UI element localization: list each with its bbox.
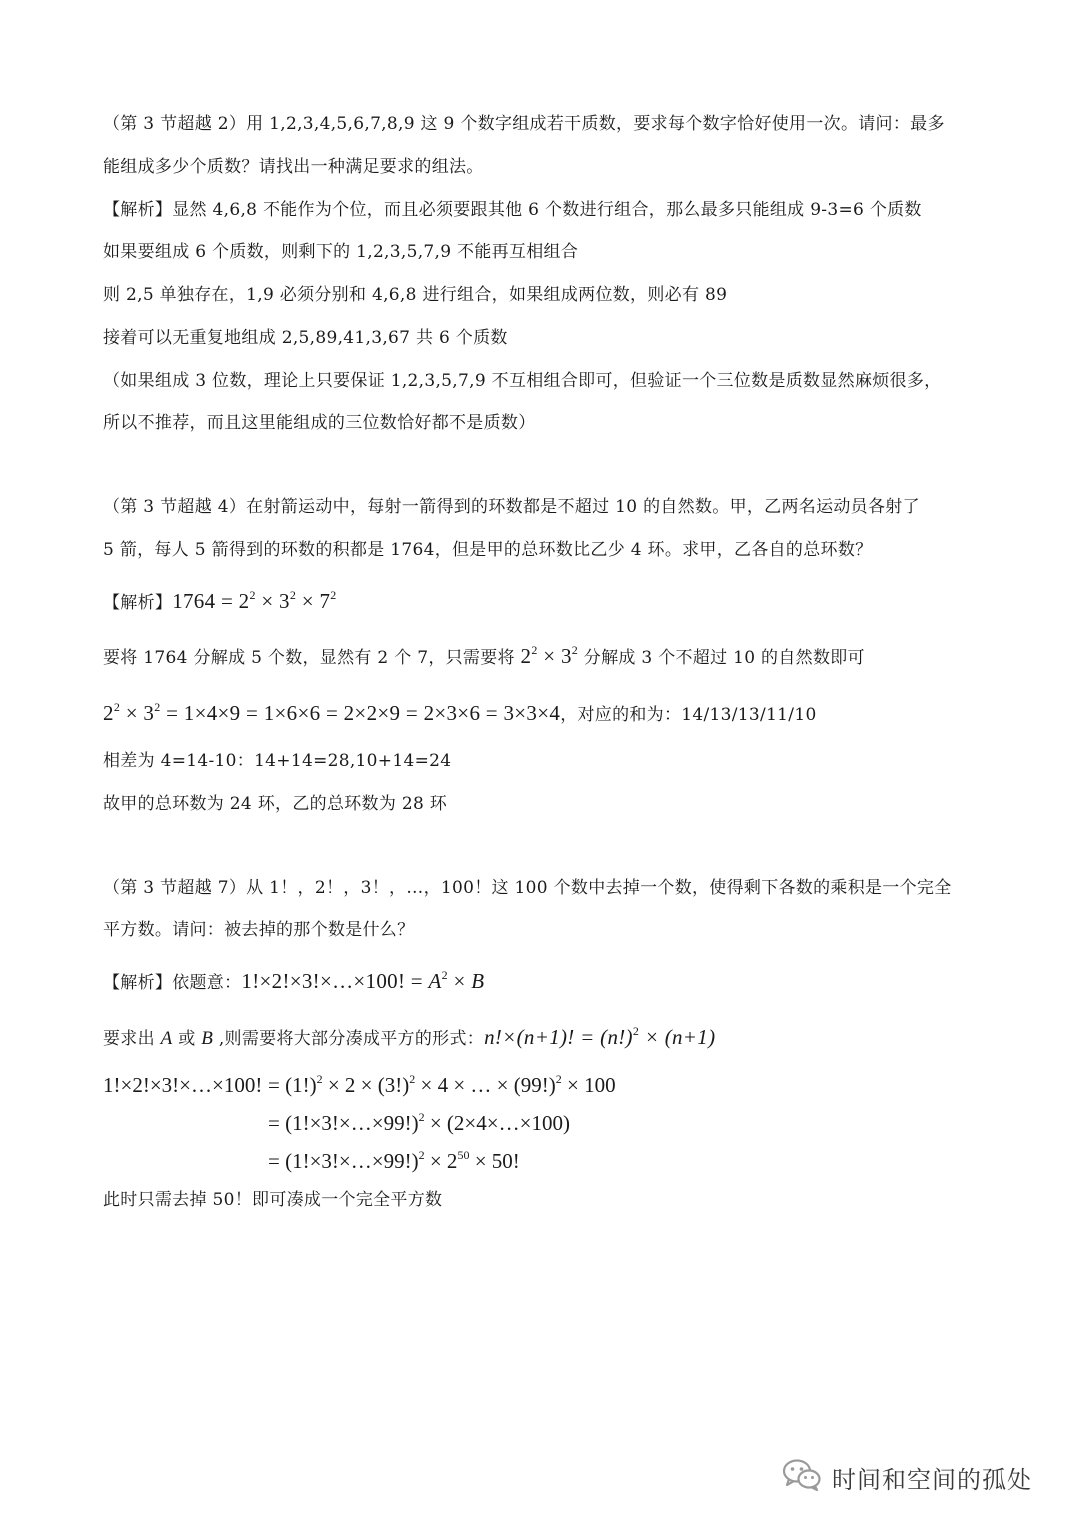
problem2-solution-equation	[103, 588, 983, 616]
wechat-icon	[782, 1458, 822, 1496]
problem1-solution-line-3: 则 2,5 单独存在，1,9 必须分别和 4,6,8 进行组合，如果组成两位数，则必有 89	[103, 285, 728, 305]
derivation-row-3: = (1!×3!×…×99!)$^2$ × $2^{50} \times 50$!	[268, 1148, 520, 1173]
problem1-solution-line-2: 如果要组成 6 个质数，则剩下的 1,2,3,5,7,9 不能再互相组合	[103, 242, 579, 262]
problem3-derivation-block	[103, 1066, 803, 1180]
problem2-question-line-1: （第 3 节超越 4）在射箭运动中，每射一箭得到的环数都是不超过 10 的自然数。甲，乙两名运动员各射了	[103, 497, 920, 517]
problem1-solution-line-6: 所以不推荐，而且这里能组成的三位数恰好都不是质数）	[103, 413, 536, 433]
derivation-row-2: = (1!×3!×…×99!)$^2$ × (2×4×…×100)	[268, 1110, 570, 1135]
problem2-solution-line-4: 相差为 4=14-10：14+14=28,10+14=24	[103, 751, 452, 771]
problem1-line-2: 能组成多少个质数？请找出一种满足要求的组法。	[103, 157, 484, 177]
problem1-solution-line-1: 【解析】显然 4,6,8 不能作为个位，而且必须要跟其他 6 个数进行组合，那么最多只能组成 9-3=6 个质数	[103, 200, 922, 220]
problem3-question-line-1: （第 3 节超越 7）从 1！，2！，3！，…，100！这 100 个数中去掉一个数，使得剩下各数的乘积是一个完全	[103, 878, 952, 898]
problem1-solution-line-4: 接着可以无重复地组成 2,5,89,41,3,67 共 6 个质数	[103, 328, 508, 348]
watermark	[782, 1455, 1032, 1499]
problem1-solution-line-5: （如果组成 3 位数，理论上只要保证 1,2,3,5,7,9 不互相组合即可，但验证一个三位数是质数显然麻烦很多，	[103, 371, 942, 391]
problem2-solution-line-3: $2^2 \times 3^2 = 1\times 4\times 9 = 1\times 6\times 6 = 2\times 2\times 9 = 2\times 3\times 6 = 3\times 3\times 4$，对应的和为：14/13/13/11/10	[103, 700, 817, 725]
problem3-conclusion: 此时只需去掉 50！即可凑成一个完全平方数	[103, 1190, 443, 1210]
solution-label: 【解析】	[103, 593, 173, 613]
problem3-question-line-2: 平方数。请问：被去掉的那个数是什么？	[103, 920, 415, 940]
factorization-equation: $1764 = 2^2 \times 3^2 \times 7^2$	[172, 588, 337, 613]
problem3-solution-line-1: 【解析】依题意：1!×2!×3!×…×100! = $A^2 \times B$	[103, 968, 485, 993]
problem2-question-line-2: 5 箭，每人 5 箭得到的环数的积都是 1764，但是甲的总环数比乙少 4 环。求甲，乙各自的总环数？	[103, 540, 873, 560]
problem3-solution-line-2: 要求出 A 或 B ,则需要将大部分凑成平方的形式：n!×(n+1)! = $(n!)^2 \times (n+1)$	[103, 1024, 716, 1049]
problem2-solution-line-2: 要将 1764 分解成 5 个数，显然有 2 个 7，只需要将 $2^2 \times 3^2$ 分解成 3 个不超过 10 的自然数即可	[103, 643, 865, 668]
watermark-text: 时间和空间的孤处	[832, 1465, 1032, 1494]
derivation-row-1: 1!×2!×3!×…×100! = $(1!)^2 \times 2 \times (3!)^2 \times 4$ × … × $(99!)^2 \times 100$	[103, 1072, 616, 1097]
problem1-line-1: （第 3 节超越 2）用 1,2,3,4,5,6,7,8,9 这 9 个数字组成若干质数，要求每个数字恰好使用一次。请问：最多	[103, 114, 945, 134]
problem2-solution-line-5: 故甲的总环数为 24 环，乙的总环数为 28 环	[103, 794, 448, 814]
